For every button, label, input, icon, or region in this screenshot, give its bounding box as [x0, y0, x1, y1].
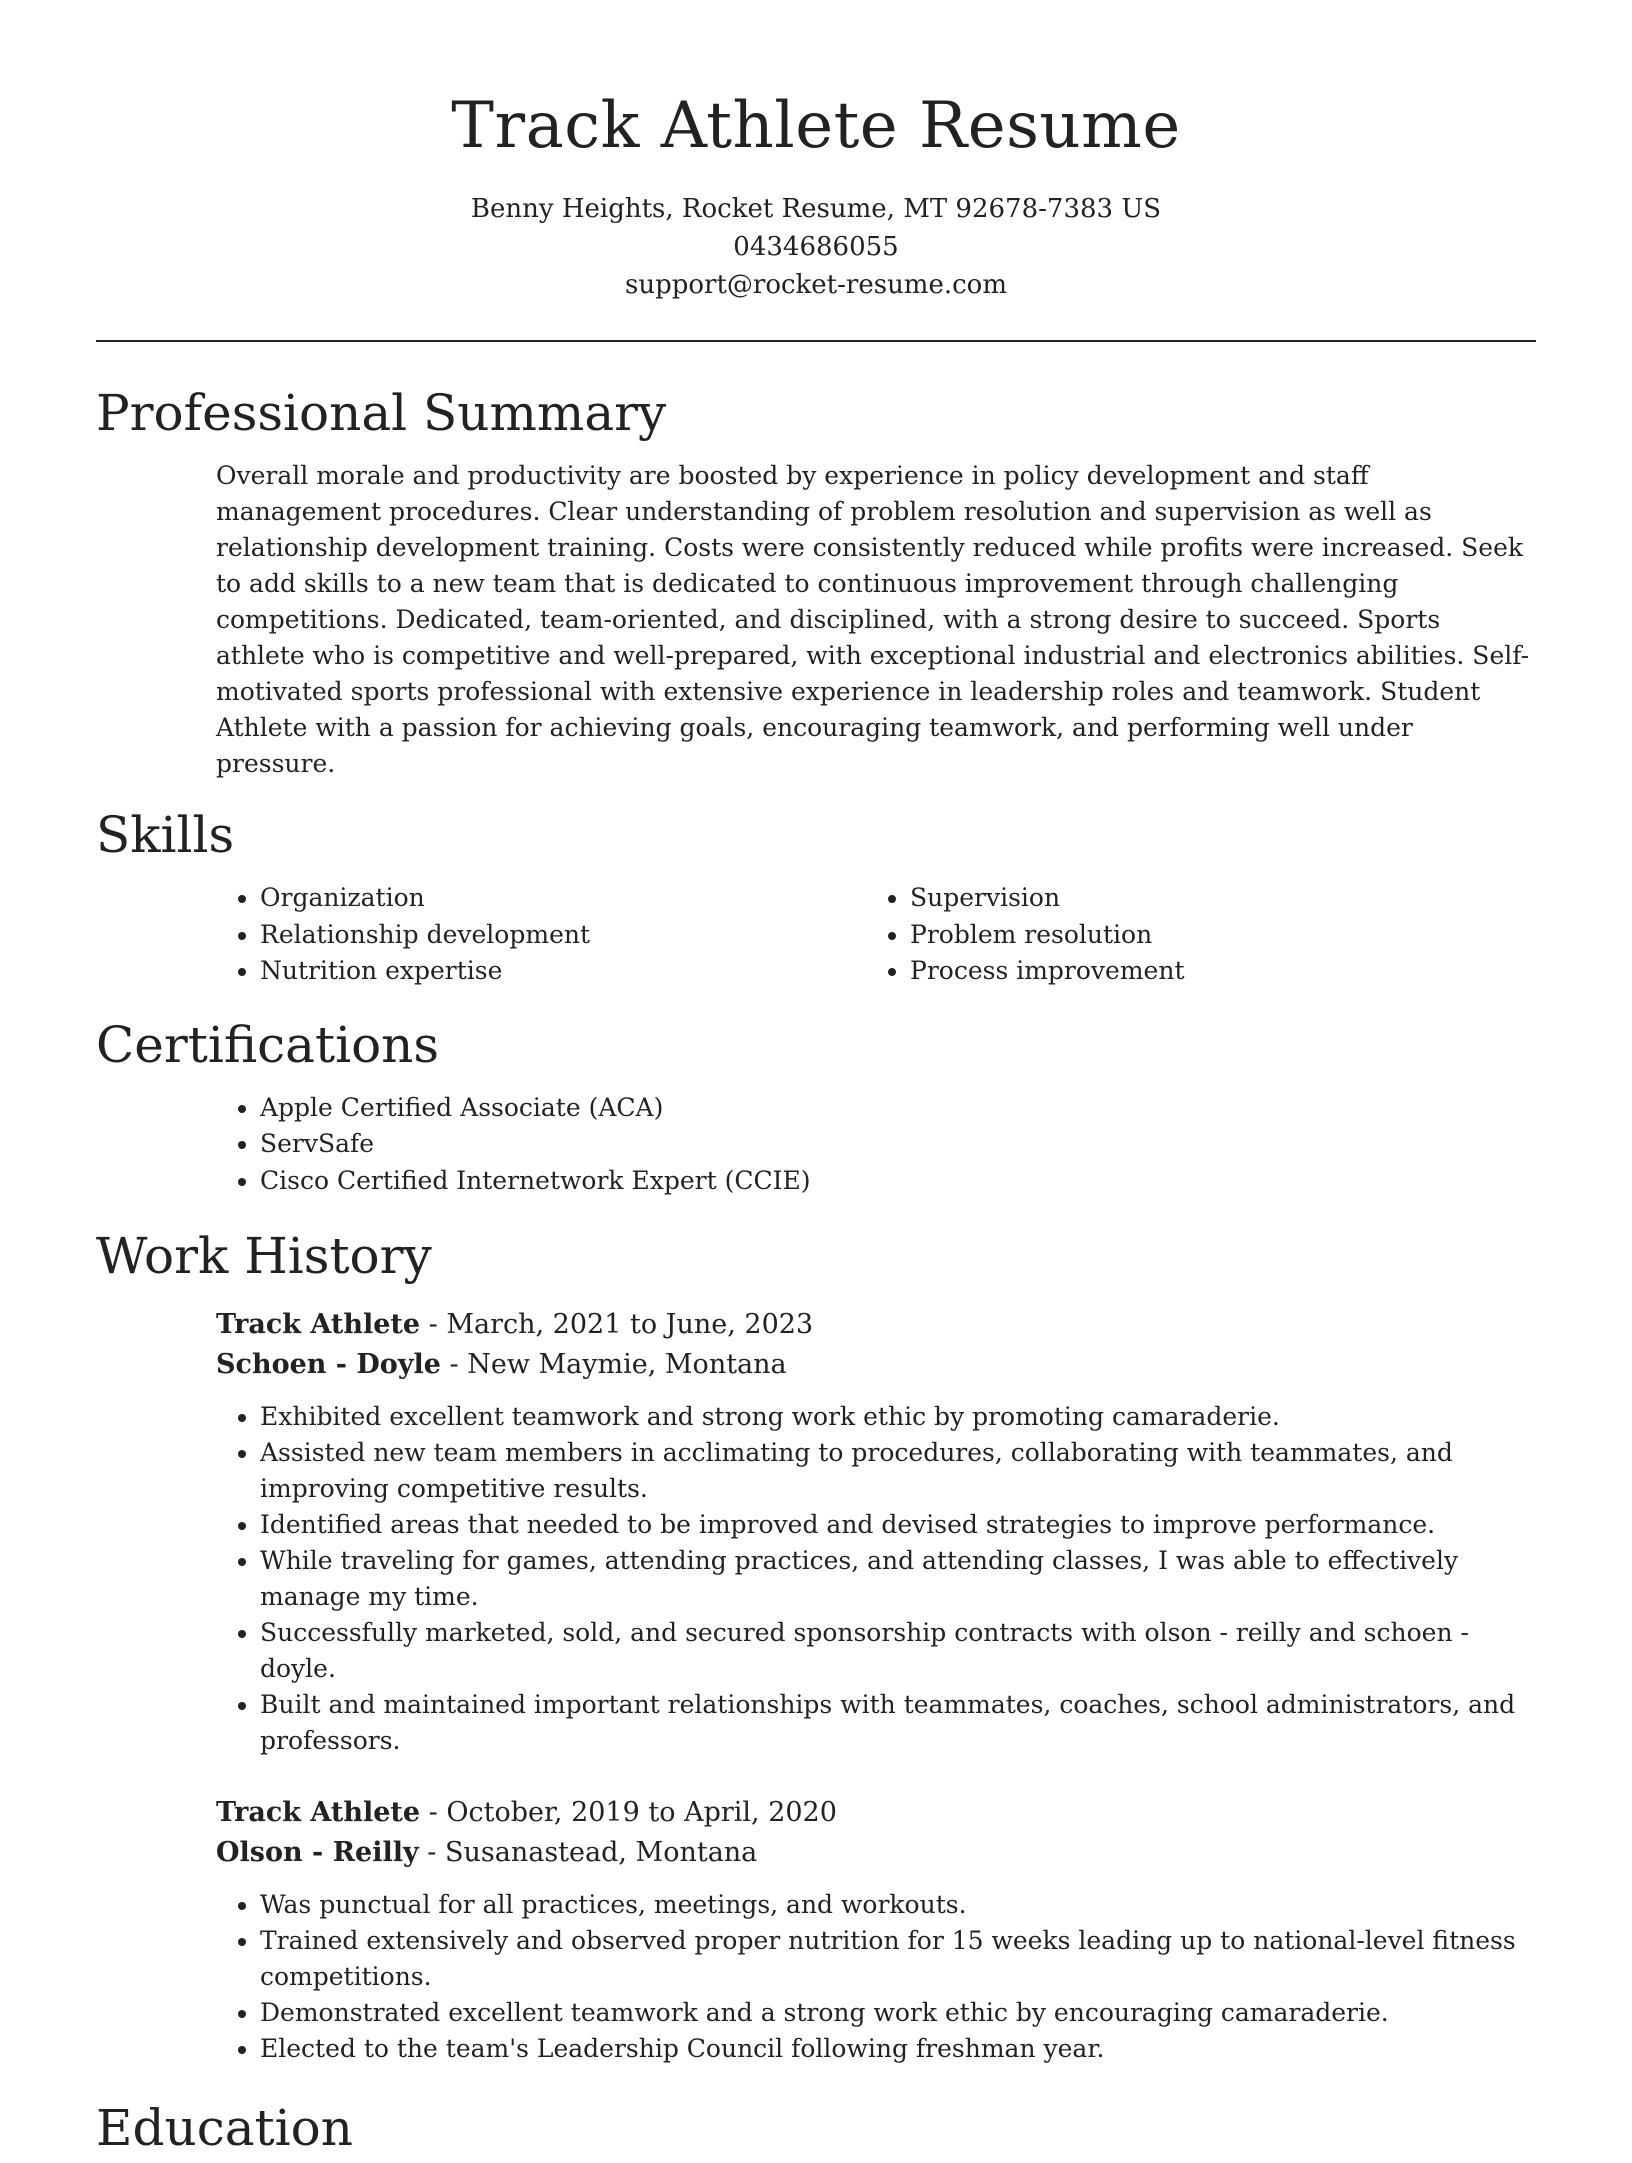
header-divider [96, 340, 1536, 342]
job-entry [216, 1793, 1536, 2067]
job-bullet: • Demonstrated excellent teamwork and a strong work ethic by encouraging camaraderie. [260, 1995, 1536, 2031]
job-dates: - October, 2019 to April, 2020 [420, 1797, 837, 1828]
certification-item: • Apple Certified Associate (ACA) [260, 1090, 1536, 1127]
skill-item: • Problem resolution [910, 917, 1516, 954]
job-location: - Susanastead, Montana [418, 1837, 758, 1868]
job-bullet: • While traveling for games, attending practices, and attending classes, I was able to effectively manage my time. [260, 1543, 1536, 1615]
education-section [96, 2093, 1536, 2163]
job-dates: - March, 2021 to June, 2023 [420, 1309, 814, 1340]
job-role: Track Athlete [216, 1797, 421, 1828]
education-heading: Education [96, 2099, 353, 2157]
job-bullet: • Elected to the team's Leadership Council following freshman year. [260, 2031, 1536, 2067]
certifications-list [216, 1090, 1536, 1200]
job-bullet: • Assisted new team members in acclimating to procedures, collaborating with teammates, and improving competitive results. [260, 1435, 1536, 1507]
certifications-list-wrap [216, 1090, 1536, 1200]
job-company: Schoen - Doyle [216, 1349, 441, 1380]
summary-heading: Professional Summary [96, 384, 667, 442]
work-history-section [96, 1221, 1536, 2067]
job-bullet: • Identified areas that needed to be improved and devised strategies to improve performance. [260, 1507, 1536, 1543]
job-bullets [216, 1399, 1536, 1759]
job-role-line [216, 1305, 1536, 1345]
summary-section [96, 378, 1536, 782]
job-bullets-wrap [216, 1887, 1536, 2067]
contact-email: support@rocket-resume.com [624, 270, 1007, 300]
resume-title: Track Athlete Resume [451, 89, 1181, 163]
skill-item: • Organization [260, 880, 866, 917]
summary-text: Overall morale and productivity are boosted by experience in policy development and staff management procedures. Clear understanding of problem resolution and supervision as well as relationship development training. Costs were consistently reduced while profits were increased. Seek to add skills to a new team that is dedicated to continuous improvement through challenging competitions. Dedicated, team-oriented, and disciplined, with a strong desire to succeed. Sports athlete who is competitive and well-prepared, with exceptional industrial and electronics abilities. Self-motivated sports professional with extensive experience in leadership roles and teamwork. Student Athlete with a passion for achieving goals, encouraging teamwork, and performing well under pressure. [216, 461, 1530, 778]
skills-heading: Skills [96, 806, 235, 864]
skills-section [96, 800, 1536, 990]
job-company: Olson - Reilly [216, 1837, 419, 1868]
skills-grid [216, 880, 1536, 990]
job-bullet: • Successfully marketed, sold, and secured sponsorship contracts with olson - reilly and schoen - doyle. [260, 1615, 1536, 1687]
contact-address: Benny Heights, Rocket Resume, MT 92678-7383 US [470, 194, 1162, 224]
skills-column-right [866, 880, 1516, 990]
job-bullets-wrap [216, 1399, 1536, 1759]
job-company-line [216, 1345, 1536, 1385]
resume-header [96, 0, 1536, 304]
job-role-line [216, 1793, 1536, 1833]
skills-column-left [216, 880, 866, 990]
skill-item: • Supervision [910, 880, 1516, 917]
job-bullet: • Trained extensively and observed proper nutrition for 15 weeks leading up to national-level fitness competitions. [260, 1923, 1536, 1995]
skills-list-left [216, 880, 866, 990]
skill-item: • Relationship development [260, 917, 866, 954]
job-bullet: • Exhibited excellent teamwork and strong work ethic by promoting camaraderie. [260, 1399, 1536, 1435]
contact-block [96, 190, 1536, 304]
certification-item: • Cisco Certified Internetwork Expert (CCIE) [260, 1163, 1536, 1200]
work-history-heading: Work History [96, 1227, 432, 1285]
job-bullets [216, 1887, 1536, 2067]
job-company-line [216, 1833, 1536, 1873]
contact-phone: 0434686055 [733, 232, 899, 262]
skills-list-right [866, 880, 1516, 990]
certification-item: • ServSafe [260, 1126, 1536, 1163]
certifications-heading: Certifications [96, 1015, 440, 1074]
job-bullet: • Was punctual for all practices, meetings, and workouts. [260, 1887, 1536, 1923]
job-role: Track Athlete [216, 1309, 421, 1340]
certifications-section [96, 1010, 1536, 1200]
job-location: - New Maymie, Montana [440, 1349, 787, 1380]
skill-item: • Nutrition expertise [260, 953, 866, 990]
job-entry [216, 1305, 1536, 1759]
skill-item: • Process improvement [910, 953, 1516, 990]
job-bullet: • Built and maintained important relationships with teammates, coaches, school administrators, and professors. [260, 1687, 1536, 1759]
